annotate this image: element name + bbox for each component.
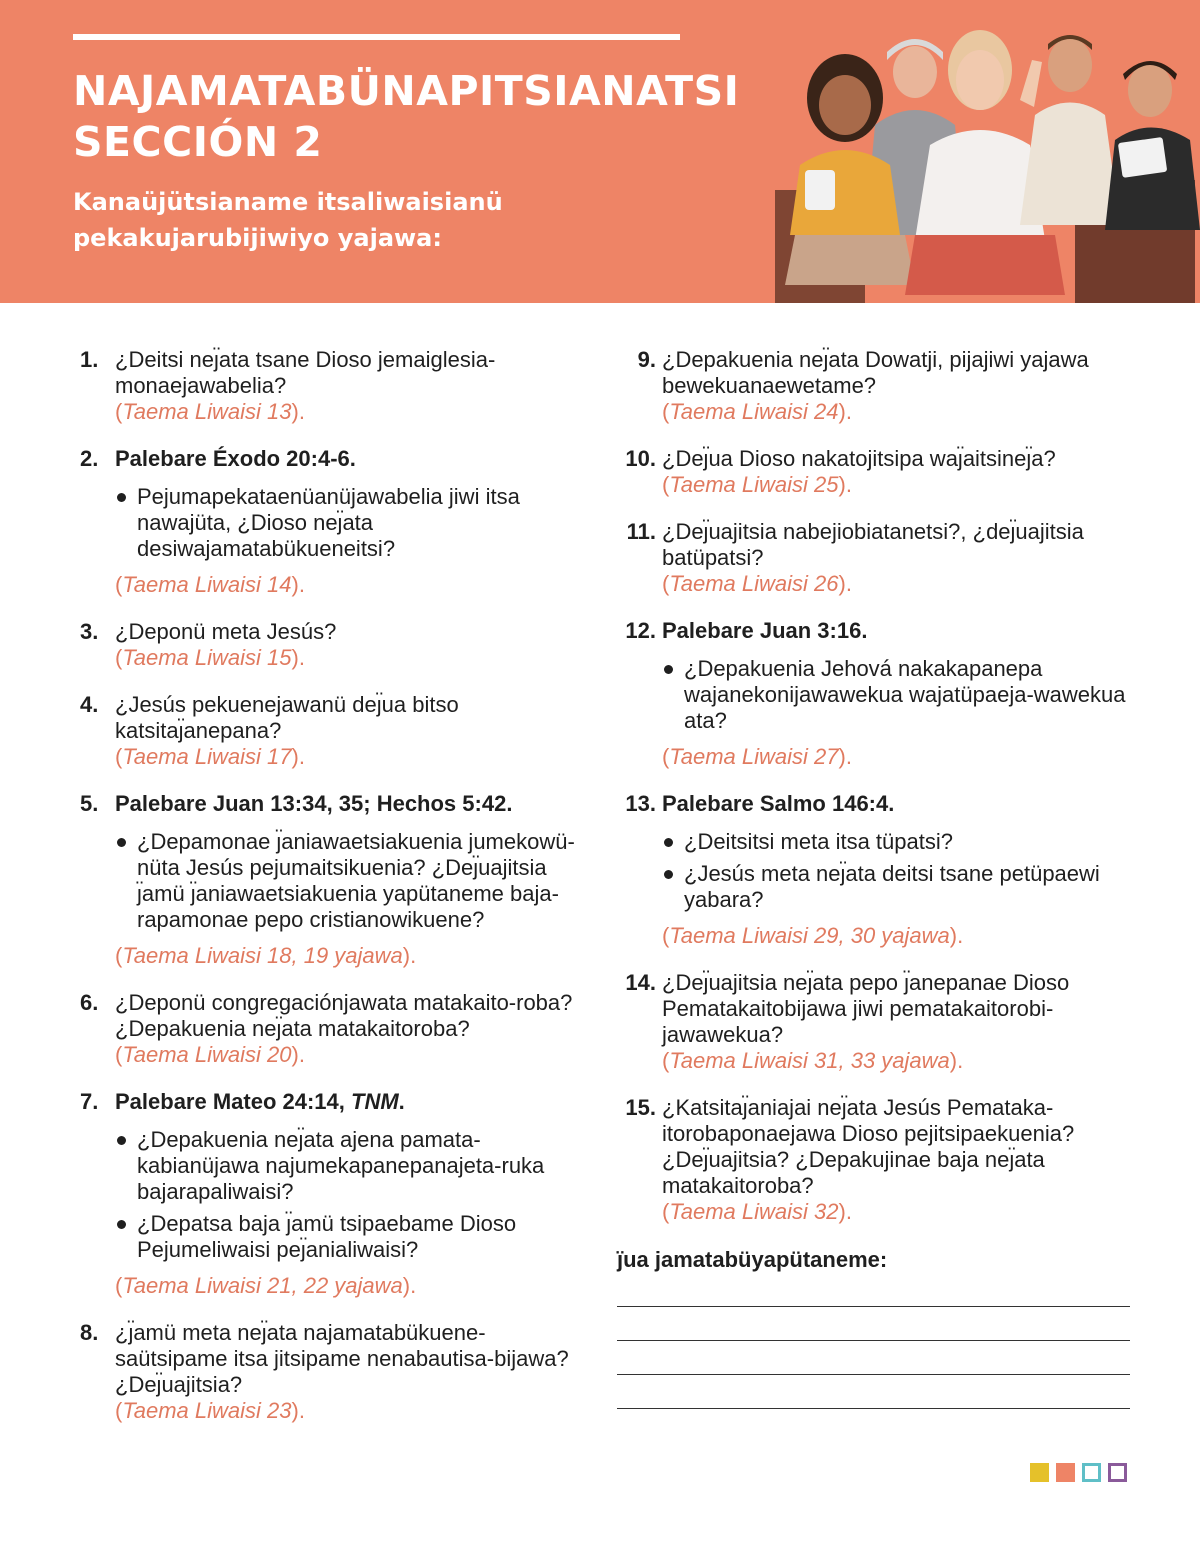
question-text: Palebare Éxodo 20:4-6. xyxy=(115,446,356,471)
reference-text: Taema Liwaisi 13 xyxy=(122,399,292,424)
square-purple-outline xyxy=(1108,1463,1127,1482)
bullet-item: ¿Depakuenia neȷ̈ata ajena pamata-kabianüjawa najumekapanepanajeta-ruka bajarapaliwaisi? xyxy=(115,1127,590,1205)
question-text: ¿Deȷ̈ua Dioso nakatojitsipa waȷ̈aitsineȷ̈a? xyxy=(662,446,1056,471)
question-15 xyxy=(617,1095,1142,1225)
reference: (Taema Liwaisi 31, 33 yajawa). xyxy=(662,1048,964,1073)
question-1 xyxy=(80,347,590,425)
reference: (Taema Liwaisi 18, 19 yajawa). xyxy=(115,943,417,968)
reference-text: Taema Liwaisi 14 xyxy=(122,572,292,597)
question-13 xyxy=(617,791,1142,949)
reference: (Taema Liwaisi 15). xyxy=(115,645,305,670)
brand-squares xyxy=(1030,1463,1127,1482)
bullet-list xyxy=(662,829,1142,913)
question-number: 7. xyxy=(80,1089,99,1114)
question-9 xyxy=(617,347,1142,425)
reference: (Taema Liwaisi 27). xyxy=(662,744,852,769)
questions-right-column xyxy=(617,347,1142,1409)
question-text: ¿ȷ̈amü meta neȷ̈ata najamatabükuene-saütsipame itsa jitsipame nenabautisa-bijawa? ¿Deȷ̈uajitsia? xyxy=(115,1320,569,1397)
square-coral xyxy=(1056,1463,1075,1482)
reference-text: Taema Liwaisi 21, 22 yajawa xyxy=(122,1273,403,1298)
question-number: 3. xyxy=(80,619,99,644)
reference: (Taema Liwaisi 23). xyxy=(115,1398,305,1423)
note-line[interactable] xyxy=(617,1340,1130,1341)
reference: (Taema Liwaisi 32). xyxy=(662,1199,852,1224)
reference: (Taema Liwaisi 17). xyxy=(115,744,305,769)
reference-text: Taema Liwaisi 24 xyxy=(669,399,839,424)
reference-text: Taema Liwaisi 17 xyxy=(122,744,292,769)
bullet-item: ¿Jesús meta neȷ̈ata deitsi tsane petüpaewi yabara? xyxy=(662,861,1142,913)
question-text: Palebare Salmo 146:4. xyxy=(662,791,895,816)
reference: (Taema Liwaisi 20). xyxy=(115,1042,305,1067)
question-8 xyxy=(80,1320,590,1424)
question-number: 4. xyxy=(80,692,99,717)
bullet-list xyxy=(115,829,590,933)
people-illustration xyxy=(765,30,1200,303)
reference: (Taema Liwaisi 14). xyxy=(115,572,305,597)
bullet-item: ¿Depamonae ȷ̈aniawaetsiakuenia jumekowü-nüta Jesús pejumaitsikuenia? ¿Deȷ̈uajitsia ȷ̈amü ȷ̈aniawaetsiakuenia yapütaneme baja-rapamonae pepo cristianowikuene? xyxy=(115,829,590,933)
bullet-item: ¿Depatsa baja ȷ̈amü tsipaebame Dioso Pejumeliwaisi peȷ̈anialiwaisi? xyxy=(115,1211,590,1263)
reference: (Taema Liwaisi 13). xyxy=(115,399,305,424)
question-number: 12. xyxy=(625,618,656,643)
question-number: 1. xyxy=(80,347,99,372)
question-number: 9. xyxy=(637,347,656,372)
reference: (Taema Liwaisi 29, 30 yajawa). xyxy=(662,923,964,948)
question-number: 11. xyxy=(626,519,656,544)
title-line-1: NAJAMATABÜNAPITSIANATSI xyxy=(73,67,740,115)
reference-text: Taema Liwaisi 29, 30 yajawa xyxy=(669,923,950,948)
square-teal-outline xyxy=(1082,1463,1101,1482)
question-number: 8. xyxy=(80,1320,99,1345)
bullet-item: Pejumapekataenüanüjawabelia jiwi itsa nawajüta, ¿Dioso neȷ̈ata desiwajamatabükueneitsi? xyxy=(115,484,590,562)
question-number: 10. xyxy=(625,446,656,471)
page-subtitle: Kanaüjütsianame itsaliwaisianü pekakujarubijiwiyo yajawa: xyxy=(73,188,503,252)
question-14 xyxy=(617,970,1142,1074)
question-text: ¿Depakuenia neȷ̈ata Dowatji, pijajiwi yajawa bewekuanaewetame? xyxy=(662,347,1089,398)
notes-label: ȷ̈ua jamatabüyapütaneme: xyxy=(617,1247,888,1272)
question-5 xyxy=(80,791,590,969)
bullet-list xyxy=(662,656,1142,734)
note-line[interactable] xyxy=(617,1408,1130,1409)
page-header xyxy=(0,0,1200,303)
reference-text: Taema Liwaisi 31, 33 yajawa xyxy=(669,1048,950,1073)
reference-text: Taema Liwaisi 27 xyxy=(669,744,839,769)
question-text: Palebare Juan 13:34, 35; Hechos 5:42. xyxy=(115,791,513,816)
question-10 xyxy=(617,446,1142,498)
reference: (Taema Liwaisi 24). xyxy=(662,399,852,424)
question-12 xyxy=(617,618,1142,770)
question-text: ¿Deȷ̈uajitsia neȷ̈ata pepo ȷ̈anepanae Dioso Pematakaitobijawa jiwi pematakaitorobi-jawawekua? xyxy=(662,970,1070,1047)
question-6 xyxy=(80,990,590,1068)
question-number: 5. xyxy=(80,791,99,816)
bullet-list xyxy=(115,484,590,562)
question-text: ¿Deponü congregaciónjawata matakaito-roba? ¿Depakuenia neȷ̈ata matakaitoroba? xyxy=(115,990,573,1041)
question-text: ¿Deponü meta Jesús? xyxy=(115,619,337,644)
question-text: ¿Deitsi neȷ̈ata tsane Dioso jemaiglesia-monaejawabelia? xyxy=(115,347,496,398)
question-number: 2. xyxy=(80,446,99,471)
question-text: ¿Jesús pekuenejawanü deȷ̈ua bitso katsitaȷ̈anepana? xyxy=(115,692,459,743)
reference: (Taema Liwaisi 26). xyxy=(662,571,852,596)
question-number: 6. xyxy=(80,990,99,1015)
question-number: 13. xyxy=(625,791,656,816)
note-line[interactable] xyxy=(617,1374,1130,1375)
question-number: 15. xyxy=(625,1095,656,1120)
question-text-main: Palebare Mateo 24:14, xyxy=(115,1089,352,1114)
question-text: Palebare Mateo 24:14, TNM. xyxy=(115,1089,405,1114)
question-text: ¿Katsitaȷ̈aniajai neȷ̈ata Jesús Pemataka-itorobaponaejawa Dioso pejitsipaekuenia? ¿Deȷ̈uajitsia? ¿Depakujinae baja neȷ̈ata matakaitoroba? xyxy=(662,1095,1075,1198)
page-title xyxy=(73,66,773,168)
questions-left-column xyxy=(80,347,590,1445)
reference-text: Taema Liwaisi 25 xyxy=(669,472,839,497)
question-2 xyxy=(80,446,590,598)
reference-text: Taema Liwaisi 23 xyxy=(122,1398,292,1423)
question-text-abbrev: TNM xyxy=(351,1089,399,1114)
question-3 xyxy=(80,619,590,671)
reference: (Taema Liwaisi 21, 22 yajawa). xyxy=(115,1273,417,1298)
reference-text: Taema Liwaisi 32 xyxy=(669,1199,839,1224)
question-text: ¿Deȷ̈uajitsia nabejiobiatanetsi?, ¿deȷ̈uajitsia batüpatsi? xyxy=(662,519,1084,570)
note-line[interactable] xyxy=(617,1306,1130,1307)
bullet-item: ¿Deitsitsi meta itsa tüpatsi? xyxy=(662,829,1142,855)
question-4 xyxy=(80,692,590,770)
bullet-item: ¿Depakuenia Jehová nakakapanepa wajanekonijawawekua wajatüpaeja-wawekua ata? xyxy=(662,656,1142,734)
question-7 xyxy=(80,1089,590,1299)
title-line-2: SECCIÓN 2 xyxy=(73,118,323,166)
reference-text: Taema Liwaisi 18, 19 yajawa xyxy=(122,943,403,968)
reference-text: Taema Liwaisi 20 xyxy=(122,1042,292,1067)
reference-text: Taema Liwaisi 26 xyxy=(669,571,839,596)
bullet-list xyxy=(115,1127,590,1263)
reference-text: Taema Liwaisi 15 xyxy=(122,645,292,670)
question-11 xyxy=(617,519,1142,597)
reference: (Taema Liwaisi 25). xyxy=(662,472,852,497)
question-number: 14. xyxy=(625,970,656,995)
question-text: Palebare Juan 3:16. xyxy=(662,618,868,643)
header-rule xyxy=(73,34,680,40)
square-yellow xyxy=(1030,1463,1049,1482)
